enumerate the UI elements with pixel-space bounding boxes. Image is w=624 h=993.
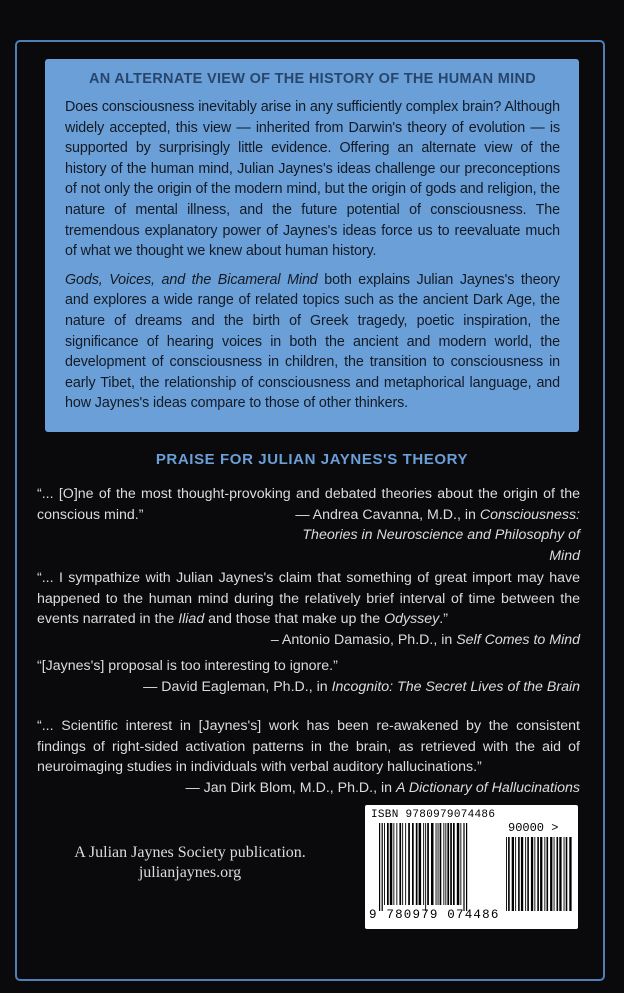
barcode-bar bbox=[447, 823, 449, 905]
barcode-bar bbox=[453, 823, 455, 905]
barcode-bar bbox=[515, 837, 516, 911]
synopsis-paragraph-2-text: both explains Julian Jaynes's theory and explores a wide range of related topics such as the ancient Dark Age, the nature of dreams and the birth of Greek tragedy, poetic inspiration, the significance of hearing voices in both the ancient and modern world, the development of consciousness in children, the transition to consciousness in early Tibet, the relationship of consciousness and metaphorical language, and how Jaynes's ideas compare to those of other thinkers. bbox=[65, 271, 560, 412]
barcode-bar bbox=[443, 823, 444, 905]
barcode-bar bbox=[544, 837, 545, 911]
barcode-addon-label: 90000 > bbox=[508, 821, 559, 835]
odyssey-title: Odyssey bbox=[384, 611, 440, 627]
quote-source: A Dictionary of Hallucinations bbox=[396, 779, 580, 796]
praise-heading: PRAISE FOR JULIAN JAYNES'S THEORY bbox=[155, 451, 469, 468]
barcode-bar bbox=[427, 823, 429, 905]
barcode-bar bbox=[531, 837, 533, 911]
barcode-bar bbox=[419, 823, 422, 905]
quote-author: — Andrea Cavanna, M.D., in bbox=[295, 506, 480, 523]
barcode-bar bbox=[390, 823, 393, 905]
book-title: Gods, Voices, and the Bicameral Mind bbox=[65, 271, 318, 288]
barcode-bar bbox=[506, 837, 507, 911]
barcode-bar bbox=[463, 823, 464, 911]
barcode-bar bbox=[431, 823, 434, 905]
barcode-bar bbox=[412, 823, 414, 905]
synopsis-box bbox=[45, 59, 579, 432]
barcode-bar bbox=[393, 823, 394, 905]
quote-damasio bbox=[37, 568, 580, 650]
quote-author: – Antonio Damasio, Ph.D., in bbox=[270, 631, 457, 648]
barcode-bar bbox=[405, 823, 406, 905]
barcode-bar bbox=[384, 823, 385, 905]
isbn-barcode bbox=[365, 805, 578, 929]
barcode-bar bbox=[534, 837, 535, 911]
isbn-label: ISBN 9780979074486 bbox=[371, 809, 496, 821]
barcode-bar bbox=[425, 823, 426, 911]
quote-source: Self Comes to Mind bbox=[456, 631, 580, 648]
barcode-bar bbox=[564, 837, 565, 911]
quote-author: — Jan Dirk Blom, M.D., Ph.D., in bbox=[185, 779, 396, 796]
barcode-bar bbox=[540, 837, 542, 911]
barcode-bar bbox=[399, 823, 401, 905]
barcode-bar bbox=[379, 823, 380, 911]
barcode-bar bbox=[569, 837, 571, 911]
quote-attribution bbox=[37, 677, 580, 698]
barcode-bar bbox=[566, 837, 568, 911]
barcode-bar bbox=[547, 837, 549, 911]
quote-source: Consciousness: Theories in Neuroscience and Philosophy of Mind bbox=[302, 506, 580, 564]
quote-author: — David Eagleman, Ph.D., in bbox=[143, 678, 332, 695]
quote-blom bbox=[37, 716, 580, 798]
quote-eagleman bbox=[37, 656, 580, 697]
publisher-line: A Julian Jaynes Society publication. bbox=[74, 844, 306, 861]
publisher-website: julianjaynes.org bbox=[138, 864, 242, 881]
barcode-bar bbox=[550, 837, 552, 911]
barcode-bar bbox=[416, 823, 418, 905]
barcode-bar bbox=[408, 823, 410, 905]
quote-cavanna bbox=[37, 484, 580, 566]
synopsis-paragraph-2 bbox=[65, 270, 560, 414]
quote-source: Incognito: The Secret Lives of the Brain bbox=[331, 678, 580, 695]
barcode-bar bbox=[457, 823, 460, 905]
barcode-bar bbox=[521, 837, 523, 911]
barcode-bar bbox=[554, 837, 555, 911]
barcode-bar bbox=[460, 823, 461, 905]
barcode-bar bbox=[508, 837, 510, 911]
quote-text: “... [O]ne of the most thought-provoking and debated theories about the origin of the conscious mind.” bbox=[37, 486, 580, 523]
publisher-block bbox=[40, 843, 340, 883]
barcode-bar bbox=[527, 837, 529, 911]
barcode-bar bbox=[382, 823, 383, 911]
barcode-bar bbox=[450, 823, 452, 905]
barcode-bar bbox=[402, 823, 403, 905]
barcode-bar bbox=[423, 823, 424, 905]
quote-text: “... Scientific interest in [Jaynes's] work has been re-awakened by the consistent findings of right-sided activation patterns in the brain, as retrieved with the aid of neuroimaging studies in individuals with verbal auditory hallucinations.” bbox=[37, 718, 580, 775]
barcode-bar bbox=[436, 823, 437, 905]
barcode-bar bbox=[440, 823, 442, 905]
synopsis-paragraph-1: Does consciousness inevitably arise in any sufficiently complex brain? Although widely accepted, this view — inherited from Darwin's theory of evolution — is supported by surprisingly little evidence. Offering an alternate view of the history of the human mind, Julian Jaynes's ideas challenge our preconceptions of not only the origin of the modern mind, but the origin of gods and religion, the nature of mental illness, and the future potential of consciousness. The tremendous explanatory power of Jaynes's ideas force us to reevaluate much of what we thought we knew about human history. bbox=[65, 99, 560, 260]
barcode-bar bbox=[559, 837, 561, 911]
quote-text: “... I sympathize with Julian Jaynes's claim that something of great import may have happened to the human mind during the relatively brief interval of time between the events narrated in the Iliad and those that make up the Odyssey.” bbox=[37, 570, 580, 627]
barcode-bar bbox=[525, 837, 526, 911]
barcode-bar bbox=[438, 823, 439, 905]
quote-attribution bbox=[37, 778, 580, 799]
barcode-bar bbox=[396, 823, 397, 905]
iliad-title: Iliad bbox=[178, 611, 205, 627]
quote-attribution bbox=[37, 630, 580, 651]
barcode-bar bbox=[557, 837, 559, 911]
barcode-bar bbox=[512, 837, 514, 911]
barcode-bar bbox=[387, 823, 389, 905]
barcode-bar bbox=[537, 837, 539, 911]
synopsis-heading: AN ALTERNATE VIEW OF THE HISTORY OF THE HUMAN MIND bbox=[88, 71, 537, 87]
barcode-bar bbox=[466, 823, 467, 911]
barcode-number: 9 780979 074486 bbox=[369, 908, 500, 922]
barcode-bar bbox=[445, 823, 446, 905]
quote-text: “[Jaynes's] proposal is too interesting to ignore.” bbox=[37, 658, 338, 674]
barcode-bar bbox=[518, 837, 520, 911]
